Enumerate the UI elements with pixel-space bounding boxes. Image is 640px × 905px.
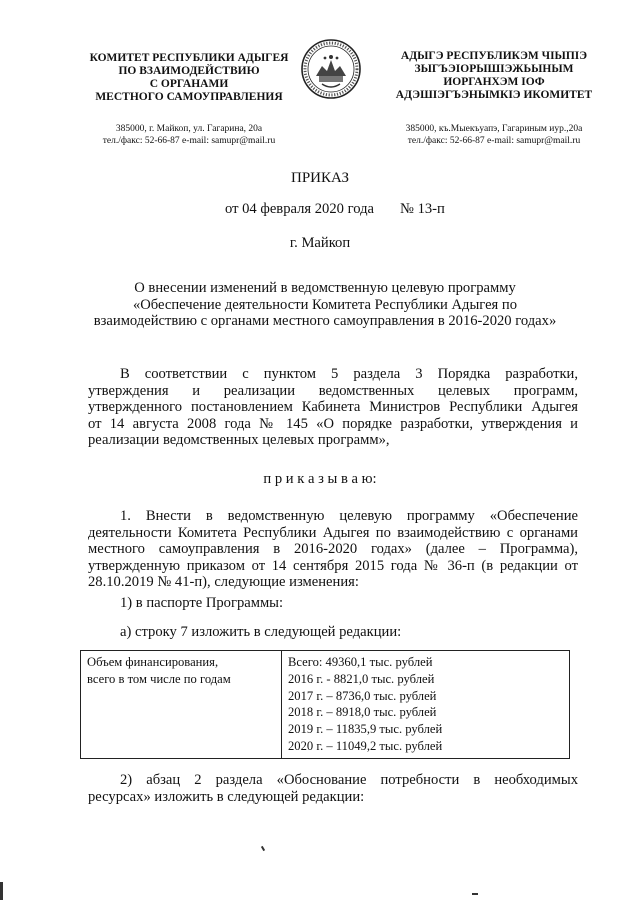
preamble-line: утверждения и реализации ведомственных целевых программ,: [88, 382, 578, 399]
org-line: С ОРГАНАМИ: [149, 78, 229, 90]
address-line: 385000, къ.Мыекъуапэ, Гагариным иур.,20а: [405, 124, 583, 134]
cell-line: 2016 г. - 8821,0 тыс. рублей: [288, 671, 435, 686]
cell-line: 2020 г. – 11049,2 тыс. рублей: [288, 738, 443, 753]
document-number: № 13-п: [400, 201, 445, 217]
header-left-address: [78, 123, 300, 147]
header-right-org: [378, 50, 610, 102]
org-line: МЕСТНОГО САМОУПРАВЛЕНИЯ: [95, 91, 283, 103]
header-left-org: [78, 52, 300, 104]
preamble-line: от 14 августа 2008 года № 145 «О порядке разработки, утверждения и: [88, 415, 578, 432]
preamble-line: утвержденного постановлением Кабинета Министров Республики Адыгея: [88, 399, 578, 416]
cell-line: всего в том числе по годам: [87, 671, 231, 686]
preamble-line: В соответствии с пунктом 5 раздела 3 Порядка разработки,: [120, 366, 578, 382]
scan-speck: [472, 893, 478, 895]
item-line: деятельности Комитета Республики Адыгея по взаимодействию с органами: [88, 524, 578, 541]
cell-line: Всего: 49360,1 тыс. рублей: [288, 655, 433, 669]
cell-line: 2017 г. – 8736,0 тыс. рублей: [288, 688, 437, 703]
subject-line: «Обеспечение деятельности Комитета Республики Адыгея по: [132, 296, 518, 313]
preamble-line: реализации ведомственных целевых программ»,: [88, 432, 390, 449]
contact-line: тел./факс: 52-66-87 e-mail: samupr@mail.ru: [102, 136, 276, 146]
scan-speck: [261, 846, 265, 851]
document-subject: [60, 280, 590, 330]
cell-line: 2019 г. – 11835,9 тыс. рублей: [288, 722, 443, 737]
table-row: [81, 651, 570, 759]
item-line: 28.10.2019 № 41-п), следующие изменения:: [88, 574, 359, 591]
org-line: КОМИТЕТ РЕСПУБЛИКИ АДЫГЕЯ: [89, 52, 289, 64]
org-line: ЗЫГЪЭIОРЫШIЭЖЬЫНЫМ: [414, 63, 574, 75]
item-1: [88, 508, 578, 591]
financing-table: [80, 650, 570, 759]
document-city: г. Майкоп: [289, 235, 351, 251]
org-line: АДЭШIЭГЪЭНЫМКIЭ ИКОМИТЕТ: [395, 89, 593, 101]
subject-line: взаимодействию с органами местного самоуправления в 2016-2020 годах»: [93, 313, 557, 330]
coat-of-arms-emblem: [300, 38, 362, 100]
sub-item-a: а) строку 7 изложить в следующей редакции:: [120, 624, 402, 640]
org-line: АДЫГЭ РЕСПУБЛИКЭМ ЧIЫПIЭ: [400, 50, 588, 62]
contact-line: тел./факс: 52-66-87 e-mail: samupr@mail.ru: [407, 136, 581, 146]
item-line: 1. Внести в ведомственную целевую программу «Обеспечение: [120, 508, 578, 524]
sub-item-line: 2) абзац 2 раздела «Обоснование потребности в необходимых: [120, 772, 578, 788]
org-line: ПО ВЗАИМОДЕЙСТВИЮ: [118, 65, 260, 77]
cell-line: Объем финансирования,: [87, 655, 219, 669]
table-cell-values: [282, 651, 570, 759]
table-cell-label: [81, 651, 282, 759]
preamble: [88, 366, 578, 449]
sub-item-line: ресурсах» изложить в следующей редакции:: [88, 788, 365, 805]
document-type: ПРИКАЗ: [291, 170, 349, 186]
order-word: п р и к а з ы в а ю:: [263, 471, 377, 487]
scan-edge: [0, 882, 3, 900]
item-line: утвержденную приказом от 14 сентября 2015 года № 36-п (в редакции от: [88, 557, 578, 574]
document-date: от 04 февраля 2020 года: [225, 201, 374, 217]
org-line: ИОРГАНХЭМ IОФ: [443, 76, 545, 88]
subject-line: О внесении изменений в ведомственную целевую программу: [134, 280, 516, 296]
item-line: местного самоуправления в 2016-2020 годах» (далее – Программа),: [88, 541, 578, 558]
header-right-address: [378, 123, 610, 147]
sub-item-1: 1) в паспорте Программы:: [120, 595, 284, 611]
sub-item-2: [88, 772, 578, 805]
cell-line: 2018 г. – 8918,0 тыс. рублей: [288, 705, 437, 720]
address-line: 385000, г. Майкоп, ул. Гагарина, 20а: [115, 124, 263, 134]
